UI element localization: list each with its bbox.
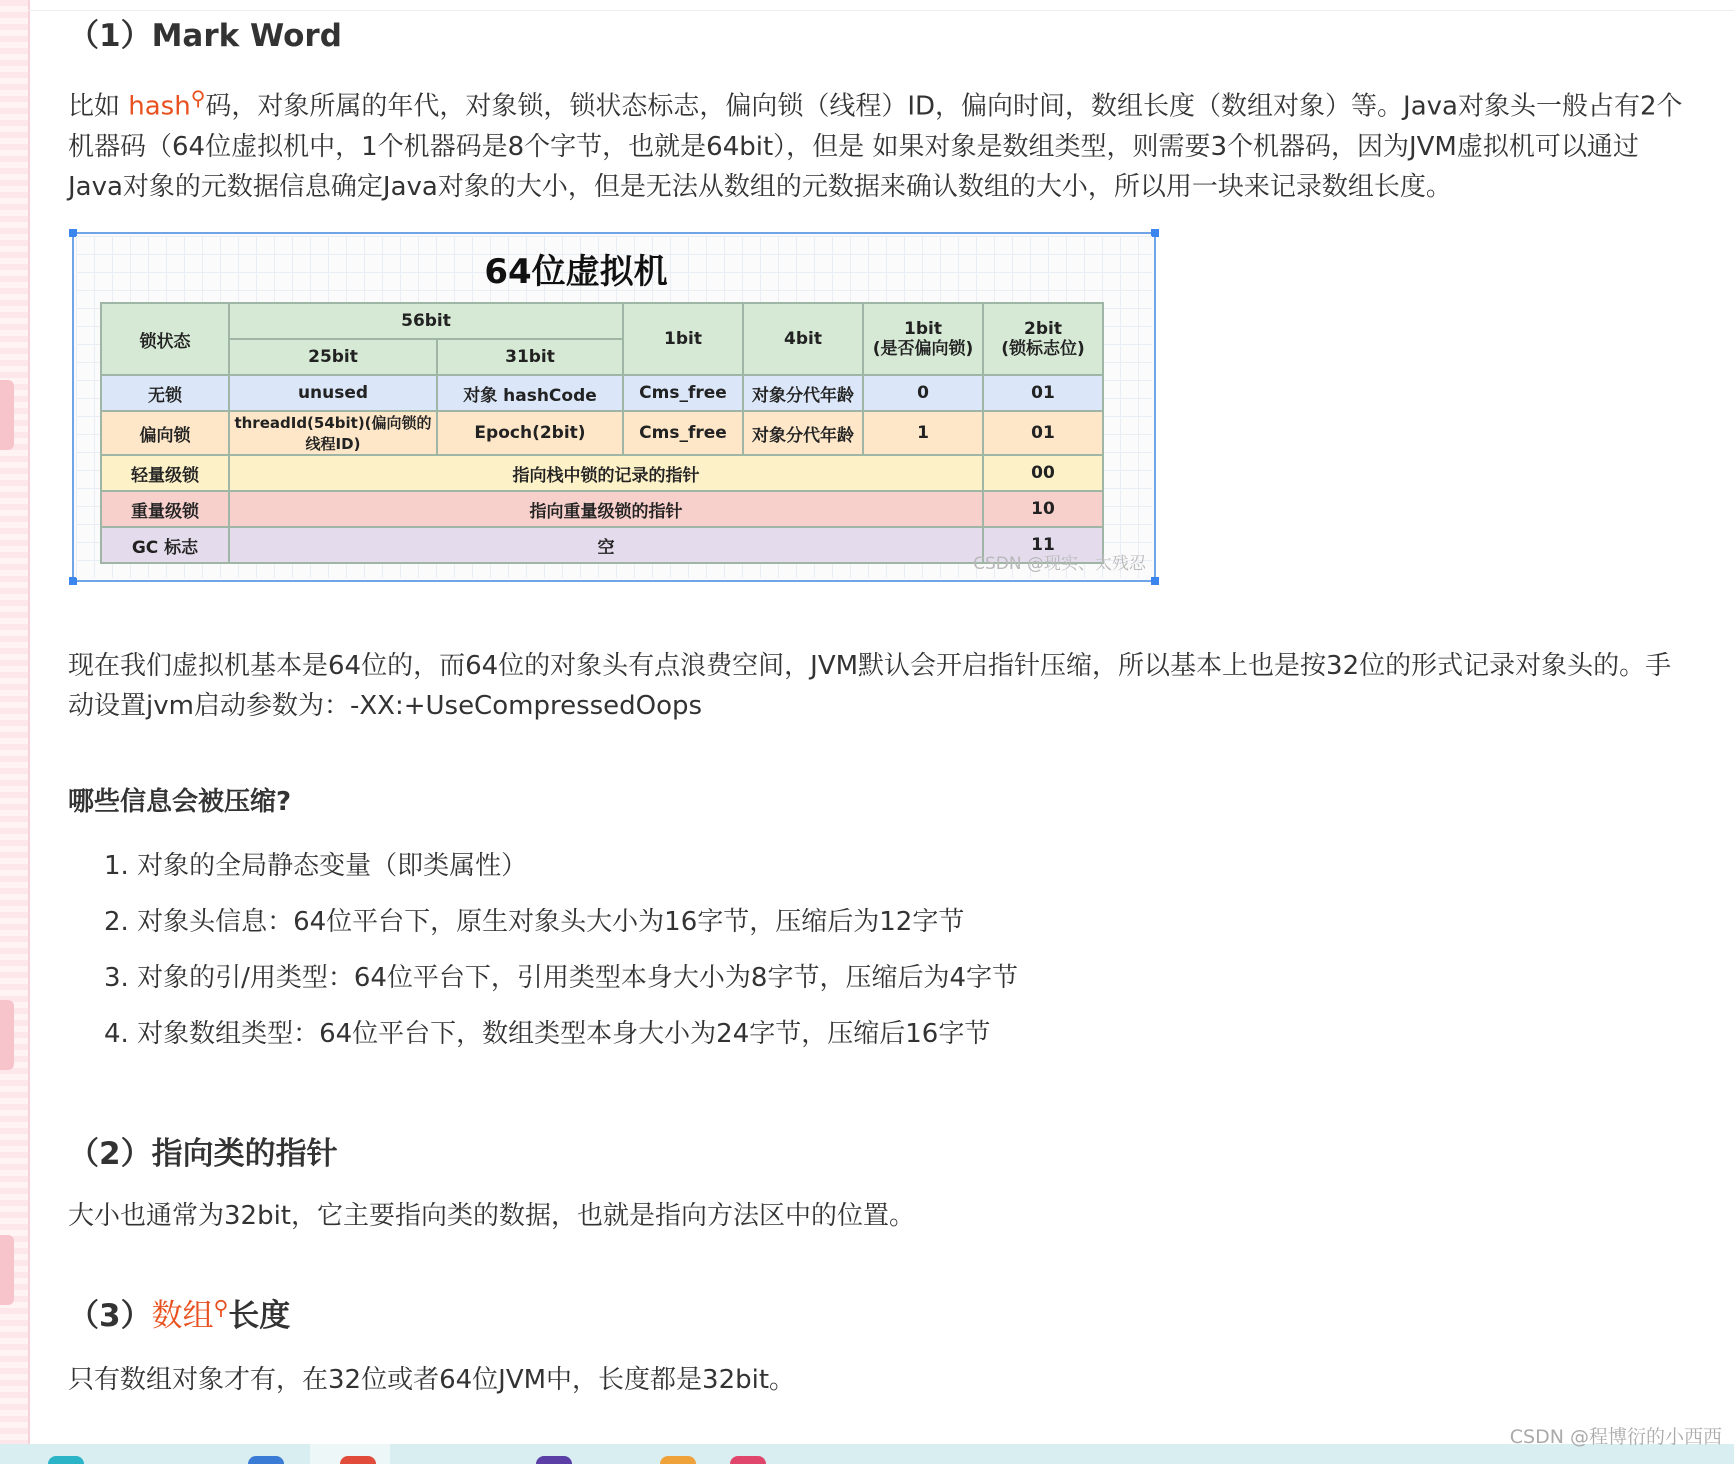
app-icon[interactable] bbox=[536, 1456, 572, 1464]
csdn-watermark: CSDN @程博衍的小西西 bbox=[1509, 1426, 1722, 1448]
hash-keyword-link[interactable]: hash bbox=[128, 91, 191, 122]
compression-paragraph: 现在我们虚拟机基本是64位的，而64位的对象头有点浪费空间，JVM默认会开启指针压缩，所以基本上也是按32位的形式记录对象头的。手动设置jvm启动参数为：-XX:+UseCompressedOops bbox=[68, 651, 1672, 721]
row-state: 轻量级锁 bbox=[101, 455, 229, 491]
row-cell: 00 bbox=[983, 455, 1103, 491]
app-icon[interactable] bbox=[660, 1456, 696, 1464]
row-cell: Cms_free bbox=[623, 411, 743, 455]
search-icon[interactable]: ⚲ bbox=[213, 1295, 229, 1320]
row-cell: 对象分代年龄 bbox=[743, 411, 863, 455]
row-span-cell: 空 bbox=[229, 527, 983, 563]
resize-handle[interactable] bbox=[1151, 229, 1159, 237]
list-item: 4. 对象数组类型：64位平台下，数组类型本身大小为24字节，压缩后16字节 bbox=[104, 1019, 991, 1049]
array-length-paragraph: 只有数组对象才有，在32位或者64位JVM中，长度都是32bit。 bbox=[68, 1365, 796, 1395]
header-lock-state: 锁状态 bbox=[101, 303, 229, 375]
app-icon[interactable] bbox=[730, 1456, 766, 1464]
para-prefix: 比如 bbox=[68, 91, 129, 122]
header-25bit: 25bit bbox=[229, 339, 437, 375]
array-keyword-link[interactable]: 数组 bbox=[151, 1298, 214, 1334]
row-state: GC 标志 bbox=[101, 527, 229, 563]
mark-word-table bbox=[100, 302, 1104, 564]
row-span-cell: 指向栈中锁的记录的指针 bbox=[229, 455, 983, 491]
left-decoration bbox=[0, 0, 30, 1448]
section-heading-mark-word: （1）Mark Word bbox=[68, 18, 342, 54]
para-text: 码，对象所属的年代，对象锁，锁状态标志，偏向锁（线程）ID，偏向时间，数组长度（数组对象）等。Java对象头一般占有2个机器码（64位虚拟机中，1个机器码是8个字节，也就是64bit），但是 如果对象是数组类型，则需要3个机器码，因为JVM虚拟机可以通过Java对象的元数据信息确定Java对象的大小，但是无法从数组的元数据来确认数组的大小，所以用一块来记录数组长度。 bbox=[68, 91, 1683, 202]
search-icon[interactable]: ⚲ bbox=[190, 86, 206, 110]
resize-handle[interactable] bbox=[1151, 577, 1159, 585]
mark-word-paragraph bbox=[68, 78, 1688, 207]
header-31bit: 31bit bbox=[437, 339, 623, 375]
app-icon[interactable] bbox=[248, 1456, 284, 1464]
row-cell: 01 bbox=[983, 375, 1103, 411]
side-tab[interactable] bbox=[0, 380, 14, 450]
list-item: 2. 对象头信息：64位平台下，原生对象头大小为16字节，压缩后为12字节 bbox=[104, 907, 965, 937]
list-item: 1. 对象的全局静态变量（即类属性） bbox=[104, 851, 528, 881]
app-icon[interactable] bbox=[340, 1456, 376, 1464]
taskbar bbox=[0, 1426, 1734, 1464]
row-cell: 对象 hashCode bbox=[437, 375, 623, 411]
header-56bit: 56bit bbox=[229, 303, 623, 339]
resize-handle[interactable] bbox=[69, 577, 77, 585]
header-2bit-flag: 2bit (锁标志位) bbox=[983, 303, 1103, 375]
side-tab[interactable] bbox=[0, 1235, 14, 1305]
image-title: 64位虚拟机 bbox=[484, 252, 668, 292]
browser-icon[interactable] bbox=[48, 1456, 84, 1464]
image-watermark: CSDN @现实、太残忍 bbox=[973, 554, 1146, 574]
section-heading-class-pointer: （2）指向类的指针 bbox=[68, 1136, 338, 1172]
mark-word-image bbox=[72, 232, 1156, 582]
row-span-cell: 指向重量级锁的指针 bbox=[229, 491, 983, 527]
row-cell: 10 bbox=[983, 491, 1103, 527]
image-canvas bbox=[76, 236, 1152, 578]
heading-suffix: 长度 bbox=[228, 1298, 291, 1334]
row-cell: unused bbox=[229, 375, 437, 411]
section-heading-array-length bbox=[68, 1290, 290, 1335]
side-tab[interactable] bbox=[0, 1000, 14, 1070]
row-cell: Epoch(2bit) bbox=[437, 411, 623, 455]
row-cell: Cms_free bbox=[623, 375, 743, 411]
row-cell: 11 bbox=[983, 527, 1103, 563]
row-state: 无锁 bbox=[101, 375, 229, 411]
list-item: 3. 对象的引/用类型：64位平台下，引用类型本身大小为8字节，压缩后为4字节 bbox=[104, 963, 1018, 993]
heading-prefix: （3） bbox=[68, 1298, 152, 1334]
row-cell: 1 bbox=[863, 411, 983, 455]
header-4bit: 4bit bbox=[743, 303, 863, 375]
row-cell: 01 bbox=[983, 411, 1103, 455]
row-state: 偏向锁 bbox=[101, 411, 229, 455]
row-cell: threadId(54bit)(偏向锁的线程ID) bbox=[229, 411, 437, 455]
row-state: 重量级锁 bbox=[101, 491, 229, 527]
compressed-info-list bbox=[104, 838, 1018, 1062]
class-pointer-paragraph: 大小也通常为32bit，它主要指向类的数据，也就是指向方法区中的位置。 bbox=[68, 1201, 916, 1231]
compression-subheading: 哪些信息会被压缩? bbox=[68, 787, 292, 817]
header-1bit: 1bit bbox=[623, 303, 743, 375]
row-cell: 0 bbox=[863, 375, 983, 411]
header-1bit-biased: 1bit (是否偏向锁) bbox=[863, 303, 983, 375]
row-cell: 对象分代年龄 bbox=[743, 375, 863, 411]
